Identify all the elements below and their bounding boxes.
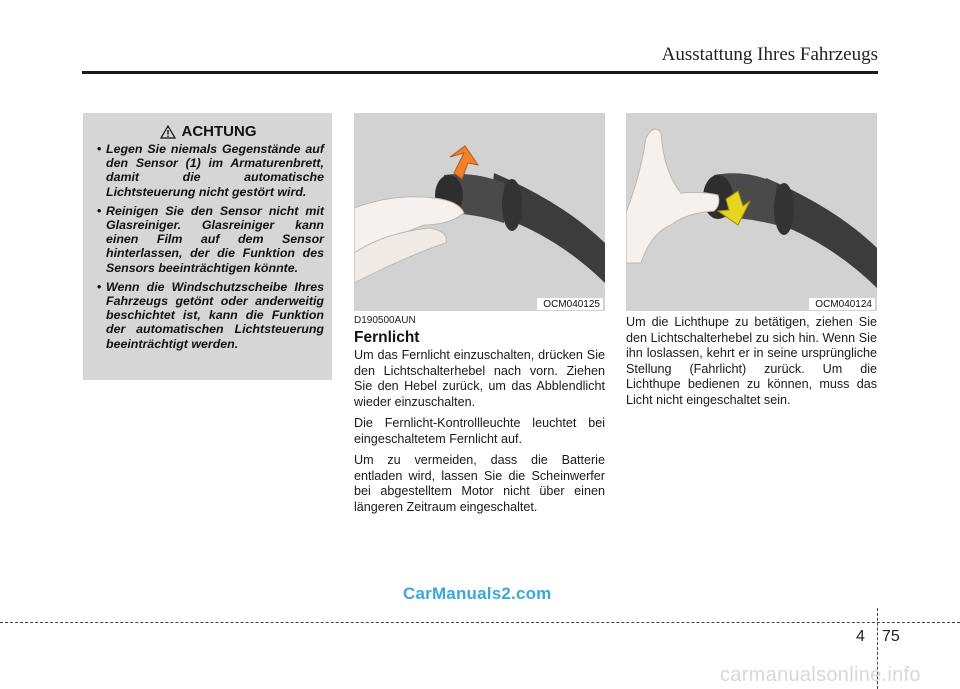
watermark-link[interactable]: CarManuals2.com [403, 584, 552, 603]
section-code: D190500AUN [354, 315, 416, 326]
chapter-number: 4 [856, 628, 865, 645]
figure-push-lever [354, 113, 605, 311]
lever-push-illustration [354, 113, 605, 311]
warning-item: • Reinigen Sie den Sensor nicht mit Glasreiniger. Glasreiniger kann einen Film auf dem Sensor hinterlassen, der die Funktion des Sensors beeinträchtigen könnte. [92, 204, 324, 275]
paragraph: Um das Fernlicht einzuschalten, drücken Sie den Lichtschalterhebel nach vorn. Ziehen Sie den Hebel zurück, um das Abblendlicht wieder einzuschalten. [354, 348, 605, 409]
header-rule [82, 71, 878, 74]
warning-item: • Wenn die Windschutzscheibe Ihres Fahrzeugs getönt oder anderweitig beschichtet ist, kann die Funktion der automatischen Lichtsteuerung beeinträchtigt werden. [92, 280, 324, 351]
arrow-up-icon [450, 146, 478, 179]
figure-code: OCM040124 [809, 298, 875, 310]
chapter-title: Ausstattung Ihres Fahrzeugs [661, 44, 878, 65]
warning-list [92, 142, 324, 351]
figure-code: OCM040125 [537, 298, 603, 310]
site-watermark: carmanualsonline.info [720, 664, 921, 686]
warning-box [83, 113, 332, 380]
paragraph: Um die Lichthupe zu betätigen, ziehen Sie den Lichtschalterhebel zu sich hin. Wenn Sie ihn loslassen, kehrt er in seine ursprüngliche Stellung (Fahrlicht) zurück. Um die Lichthupe bedienen zu können, muss das Licht nicht eingeschaltet sein. [626, 315, 877, 407]
warning-triangle-icon [160, 125, 176, 139]
paragraph: Die Fernlicht-Kontrollleuchte leuchtet bei eingeschaltetem Fernlicht auf. [354, 416, 605, 446]
section-fernlicht [354, 315, 605, 521]
section-lichthupe [626, 315, 877, 414]
page-number: 75 [882, 628, 900, 645]
figure-pull-lever [626, 113, 877, 311]
warning-title: ACHTUNG [181, 123, 257, 140]
warning-item: • Legen Sie niemals Gegenstände auf den Sensor (1) im Armaturenbrett, damit die automatische Lichtsteuerung nicht gestört wird. [92, 142, 324, 199]
paragraph: Um zu vermeiden, dass die Batterie entladen wird, lassen Sie die Scheinwerfer bei abgestelltem Motor nicht über einen längeren Zeitraum eingeschaltet. [354, 453, 605, 514]
footer-rule [0, 622, 960, 623]
lever-pull-illustration [626, 113, 877, 311]
section-title: Fernlicht [354, 329, 420, 346]
warning-heading [92, 123, 324, 140]
